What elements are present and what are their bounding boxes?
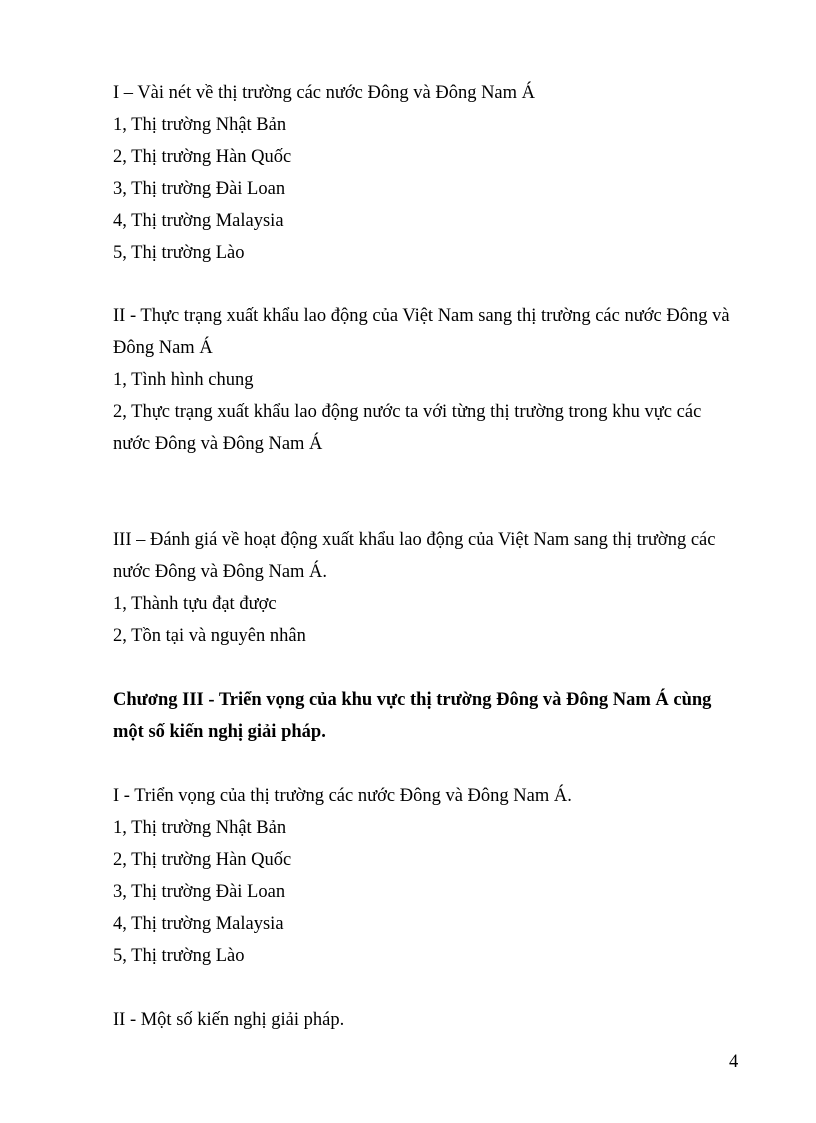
chapter-title: Chương III - Triển vọng của khu vực thị trường Đông và Đông Nam Á cùng (113, 690, 712, 710)
list-item: 4, Thị trường Malaysia (113, 914, 284, 934)
list-item: 1, Tình hình chung (113, 370, 254, 390)
list-item: 3, Thị trường Đài Loan (113, 882, 286, 902)
section-heading: II - Một số kiến nghị giải pháp. (113, 1010, 345, 1030)
page-number: 4 (729, 1052, 739, 1072)
section-heading-continuation: Đông Nam Á (113, 338, 213, 358)
list-item: 5, Thị trường Lào (113, 946, 245, 966)
chapter-title-continuation: một số kiến nghị giải pháp. (113, 722, 326, 742)
list-item: 2, Thị trường Hàn Quốc (113, 147, 292, 167)
list-item: 1, Thành tựu đạt được (113, 594, 277, 614)
list-item: 5, Thị trường Lào (113, 243, 245, 263)
list-item: 4, Thị trường Malaysia (113, 211, 284, 231)
section-heading: II - Thực trạng xuất khẩu lao động của Việt Nam sang thị trường các nước Đông và (113, 306, 730, 326)
section-heading: I - Triển vọng của thị trường các nước Đông và Đông Nam Á. (113, 786, 572, 806)
list-item: 2, Thực trạng xuất khẩu lao động nước ta với từng thị trường trong khu vực các (113, 402, 702, 422)
section-heading: I – Vài nét về thị trường các nước Đông và Đông Nam Á (113, 83, 536, 103)
list-item: 1, Thị trường Nhật Bản (113, 818, 287, 838)
section-heading: III – Đánh giá về hoạt động xuất khẩu lao động của Việt Nam sang thị trường các (113, 530, 716, 550)
list-item: 2, Tồn tại và nguyên nhân (113, 626, 306, 646)
list-item-continuation: nước Đông và Đông Nam Á (113, 434, 323, 454)
list-item: 3, Thị trường Đài Loan (113, 179, 286, 199)
section-heading-continuation: nước Đông và Đông Nam Á. (113, 562, 328, 582)
list-item: 1, Thị trường Nhật Bản (113, 115, 287, 135)
list-item: 2, Thị trường Hàn Quốc (113, 850, 292, 870)
